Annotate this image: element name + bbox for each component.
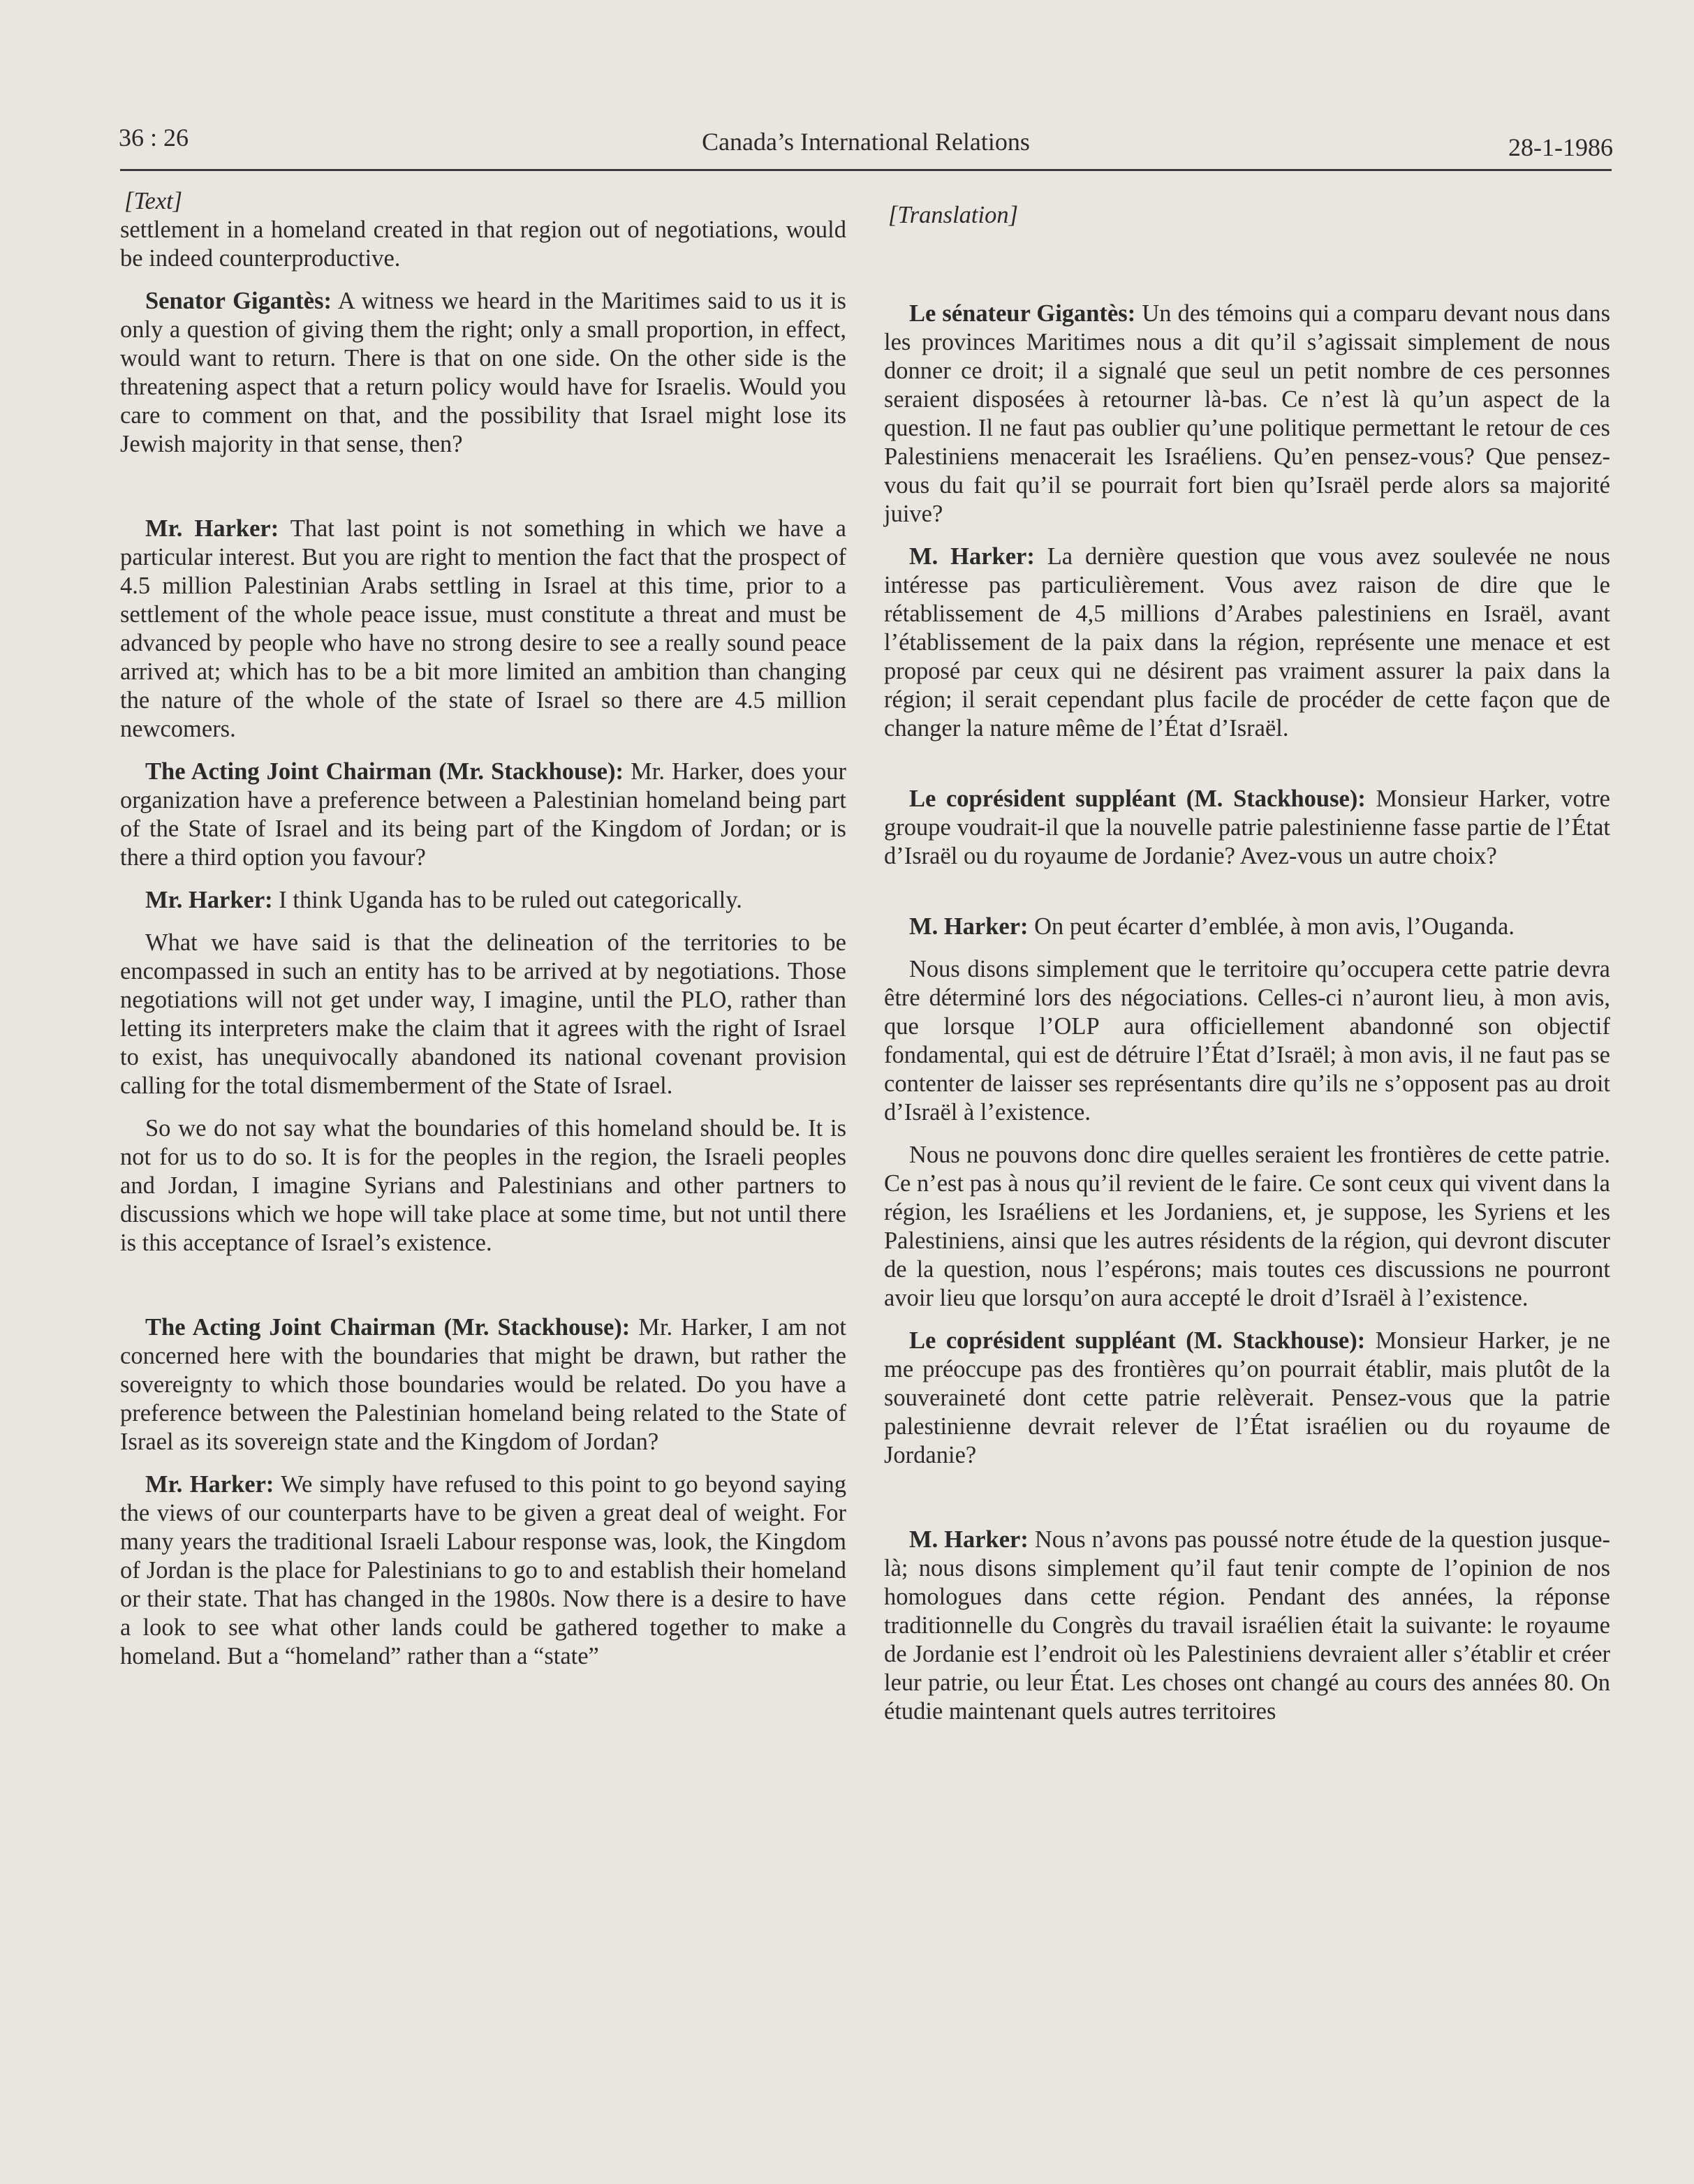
speaker-name: Le coprésident suppléant (M. Stackhouse): [909,785,1366,812]
speaker-name: Senator Gigantès: [145,288,332,314]
paragraph: Senator Gigantès: A witness we heard in the Maritimes said to us it is only a question of giving them the right; only a small proportion, in effect, would want to return. There is that on one side. On the other side is the threatening aspect that a return policy would have for Israelis. Would you care to comment on that, and the possibility that Israel might lose its Jewish majority in that sense, then? [120,288,846,457]
paragraph: M. Harker: Nous n’avons pas poussé notre étude de la question jusque-là; nous disons simplement qu’il faut tenir compte de l’opinion de nos homologues dans cette région. Pendant des années, la réponse traditionnelle du Congrès du travail israélien était la suivante: le royaume de Jordanie est l’endroit où les Palestiniens devraient aller s’établir et créer leur patrie, ou leur État. Les choses ont changé au cours des années 80. On étudie maintenant quels autres territoires [884,1526,1610,1725]
paragraph: Mr. Harker: We simply have refused to this point to go beyond saying the views of our counterparts have to be given a great deal of weight. For many years the traditional Israeli Labour response was, look, the Kingdom of Jordan is the place for Palestinians to go to and establish their homeland or their state. That has changed in the 1980s. Now there is a desire to have a look to see what other lands could be gathered together to make a homeland. But a “homeland” rather than a “state” [120,1471,846,1669]
speaker-name: Le coprésident suppléant (M. Stackhouse): [909,1327,1366,1354]
paragraph: Nous ne pouvons donc dire quelles seraient les frontières de cette patrie. Ce n’est pas à nous qu’il revient de le faire. Ce sont ceux qui vivent dans la région, les Israéliens et les Jordaniens, et, je suppose, les Syriens et les Palestiniens, ainsi que les autres résidents de la région, qui devront discuter de la question, nous l’espérons; mais toutes ces discussions ne pourront avoir lieu que lorsqu’on aura accepté le droit d’Israël à l’existence. [884,1142,1610,1311]
paragraph: The Acting Joint Chairman (Mr. Stackhouse): Mr. Harker, I am not concerned here with the boundaries that might be drawn, but rather the sovereignty to which those boundaries would be related. Do you have a preference between the Palestinian homeland being related to the State of Israel as its sovereign state and the Kingdom of Jordan? [120,1314,846,1455]
page-number: 36 : 26 [119,124,189,152]
paragraph: Le sénateur Gigantès: Un des témoins qui a comparu devant nous dans les provinces Maritimes nous a dit qu’il s’agissait simplement de nous donner ce droit; il a signalé que seul un petit nombre de ces personnes seraient disposées à retourner là-bas. Ce n’est là qu’un aspect de la question. Il ne faut pas oublier qu’une politique permettant le retour de ces Palestiniens menacerait les Israéliens. Qu’en pensez-vous? Que pensez-vous du fait qu’il se pourrait fort bien qu’Israël perde alors sa majorité juive? [884,300,1610,527]
header-rule [120,169,1612,171]
speaker-name: M. Harker: [909,1526,1029,1553]
speaker-name: Le sénateur Gigantès: [909,300,1136,327]
paragraph: Mr. Harker: That last point is not something in which we have a particular interest. But you are right to mention the fact that the prospect of 4.5 million Palestinian Arabs settling in Israel at this time, prior to a settlement of the whole peace issue, must constitute a threat and must be advanced by people who have no strong desire to see a really sound peace arrived at; which has to be a bit more limited an ambition than changing the nature of the whole of the state of Israel so there are 4.5 million newcomers. [120,515,846,742]
paragraph: What we have said is that the delineation of the territories to be encompassed in such an entity has to be arrived at by negotiations. Those negotiations will not get under way, I imagine, until the PLO, rather than letting its interpreters make the claim that it agrees with the right of Israel to exist, has unequivocally abandoned its national covenant provision calling for the total dismemberment of the State of Israel. [120,929,846,1099]
speaker-name: Mr. Harker: [145,887,273,913]
page-header [119,117,1613,173]
paragraph: So we do not say what the boundaries of this homeland should be. It is not for us to do so. It is for the peoples in the region, the Israeli peoples and Jordan, I imagine Syrians and Palestinians and other partners to discussions which we hope will take place at some time, but not until there is this acceptance of Israel’s existence. [120,1115,846,1256]
publication-title: Canada’s International Relations [702,128,1030,156]
paragraph: Le coprésident suppléant (M. Stackhouse): Monsieur Harker, je ne me préoccupe pas des frontières qu’on pourrait établir, mais plutôt de la souveraineté dont cette patrie relèverait. Pensez-vous que la patrie palestinienne devrait relever de l’État israélien ou du royaume de Jordanie? [884,1327,1610,1468]
english-column [120,187,846,1685]
paragraph: Mr. Harker: I think Uganda has to be ruled out categorically. [145,887,742,913]
speaker-name: The Acting Joint Chairman (Mr. Stackhouse): [145,758,624,785]
paragraph: The Acting Joint Chairman (Mr. Stackhouse): Mr. Harker, does your organization have a preference between a Palestinian homeland being part of the State of Israel and its being part of the Kingdom of Jordan; or is there a third option you favour? [120,758,846,871]
french-column [884,201,1610,1740]
paragraph: M. Harker: La dernière question que vous avez soulevée ne nous intéresse pas particulièrement. Vous avez raison de dire que le rétablissement de 4,5 millions d’Arabes palestiniens en Israël, avant l’établissement de la paix dans la région, représente une menace et est proposé par ceux qui ne désirent pas vraiment assurer la paix dans la région; il serait cependant plus facile de procéder de cette façon que de changer la nature même de l’État d’Israël. [884,543,1610,741]
paragraph: Le coprésident suppléant (M. Stackhouse): Monsieur Harker, votre groupe voudrait-il que la nouvelle patrie palestinienne fasse partie de l’État d’Israël ou du royaume de Jordanie? Avez-vous un autre choix? [884,785,1610,869]
translation-marker: [Translation] [888,202,1019,228]
speaker-name: The Acting Joint Chairman (Mr. Stackhouse): [145,1314,631,1341]
speaker-name: M. Harker: [909,913,1029,940]
paragraph: Nous disons simplement que le territoire qu’occupera cette patrie devra être déterminé lors des négociations. Celles-ci n’auront lieu, à mon avis, que lorsque l’OLP aura officiellement abandonné son objectif fondamental, qui est de détruire l’État d’Israël; à mon avis, il ne faut pas se contenter de laisser ses représentants dire qu’ils ne s’opposent pas au droit d’Israël à l’existence. [884,956,1610,1126]
speaker-name: Mr. Harker: [145,515,279,542]
text-marker: [Text] [124,188,183,214]
paragraph: M. Harker: On peut écarter d’emblée, à mon avis, l’Ouganda. [909,913,1515,940]
paragraph: settlement in a homeland created in that region out of negotiations, would be indeed counterproductive. [120,216,846,272]
speaker-name: M. Harker: [909,543,1035,570]
sitting-date: 28-1-1986 [1508,133,1613,161]
speaker-name: Mr. Harker: [145,1471,274,1498]
